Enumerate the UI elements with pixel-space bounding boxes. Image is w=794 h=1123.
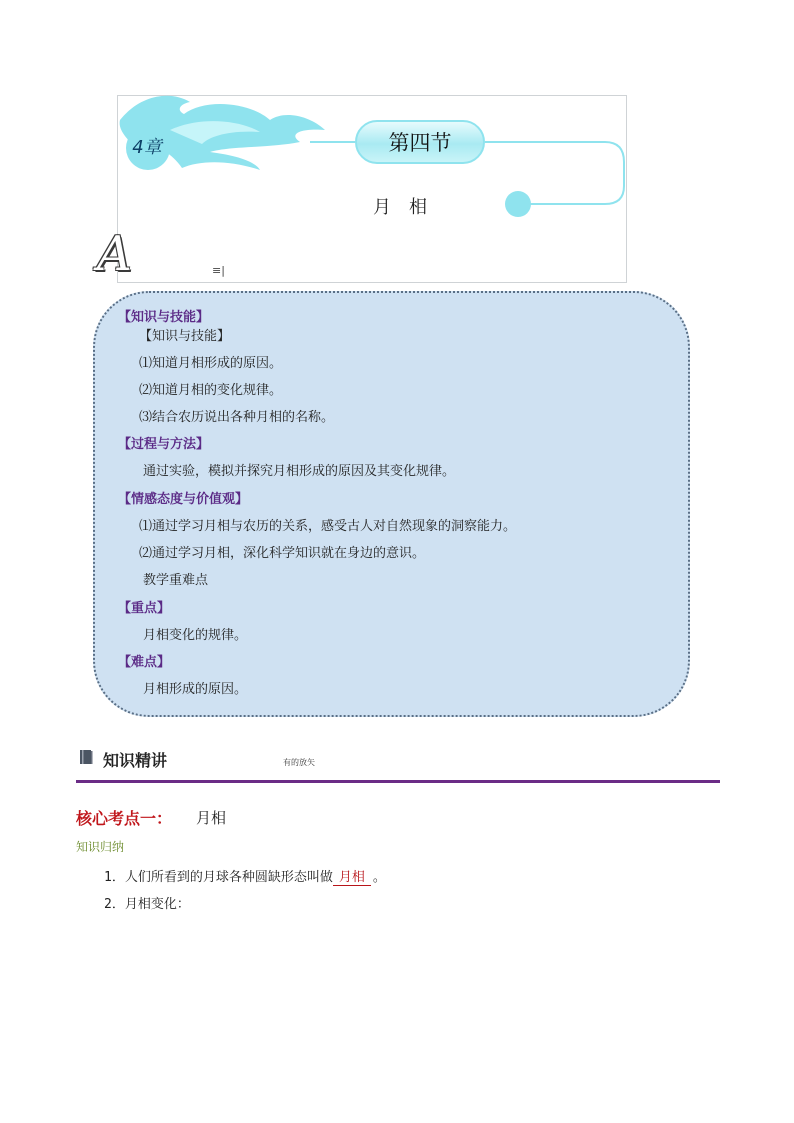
summary-item-1-text: 1．人们所看到的月球各种圆缺形态叫做	[104, 870, 333, 885]
lesson-title: 月 相	[373, 197, 427, 218]
emotion-item: ⑴通过学习月相与农历的关系，感受古人对自然现象的洞察能力。	[139, 519, 517, 534]
section-divider	[76, 780, 720, 783]
teaching-objectives-box	[93, 291, 690, 717]
process-item: 通过实验，模拟并探究月相形成的原因及其变化规律。	[143, 464, 456, 479]
book-icon	[79, 749, 93, 765]
chapter-number: 4章	[132, 137, 162, 158]
key-difficult-label: 教学重难点	[143, 573, 209, 588]
fill-blank-answer: 月相	[333, 866, 371, 886]
knowledge-skill-subheading: 【知识与技能】	[139, 329, 231, 344]
emotion-item: ⑵通过学习月相，深化科学知识就在身边的意识。	[139, 546, 426, 561]
summary-item-1-suffix: 。	[372, 870, 386, 885]
core-point-label: 核心考点一：	[76, 809, 173, 828]
knowledge-skill-heading: 【知识与技能】	[118, 310, 210, 325]
difficult-point-heading: 【难点】	[118, 655, 171, 670]
core-point-topic: 月相	[196, 809, 227, 827]
emotion-value-heading: 【情感态度与价值观】	[118, 492, 249, 507]
knowledge-summary-label: 知识归纳	[76, 840, 125, 854]
knowledge-item: ⑴知道月相形成的原因。	[139, 356, 283, 371]
key-point-item: 月相变化的规律。	[143, 628, 248, 643]
key-point-heading: 【重点】	[118, 601, 171, 616]
decor-fragment: ≡|	[212, 264, 225, 277]
knowledge-section-subtitle: 有的放矢	[283, 758, 315, 767]
section-badge: 第四节	[355, 120, 485, 164]
knowledge-item: ⑵知道月相的变化规律。	[139, 383, 283, 398]
knowledge-item: ⑶结合农历说出各种月相的名称。	[139, 410, 335, 425]
process-method-heading: 【过程与方法】	[118, 437, 210, 452]
knowledge-section-title: 知识精讲	[103, 751, 168, 770]
summary-item-1	[104, 866, 386, 886]
summary-item-2: 2．月相变化：	[104, 897, 190, 912]
difficult-point-item: 月相形成的原因。	[143, 682, 248, 697]
decor-letter: A	[97, 226, 132, 282]
